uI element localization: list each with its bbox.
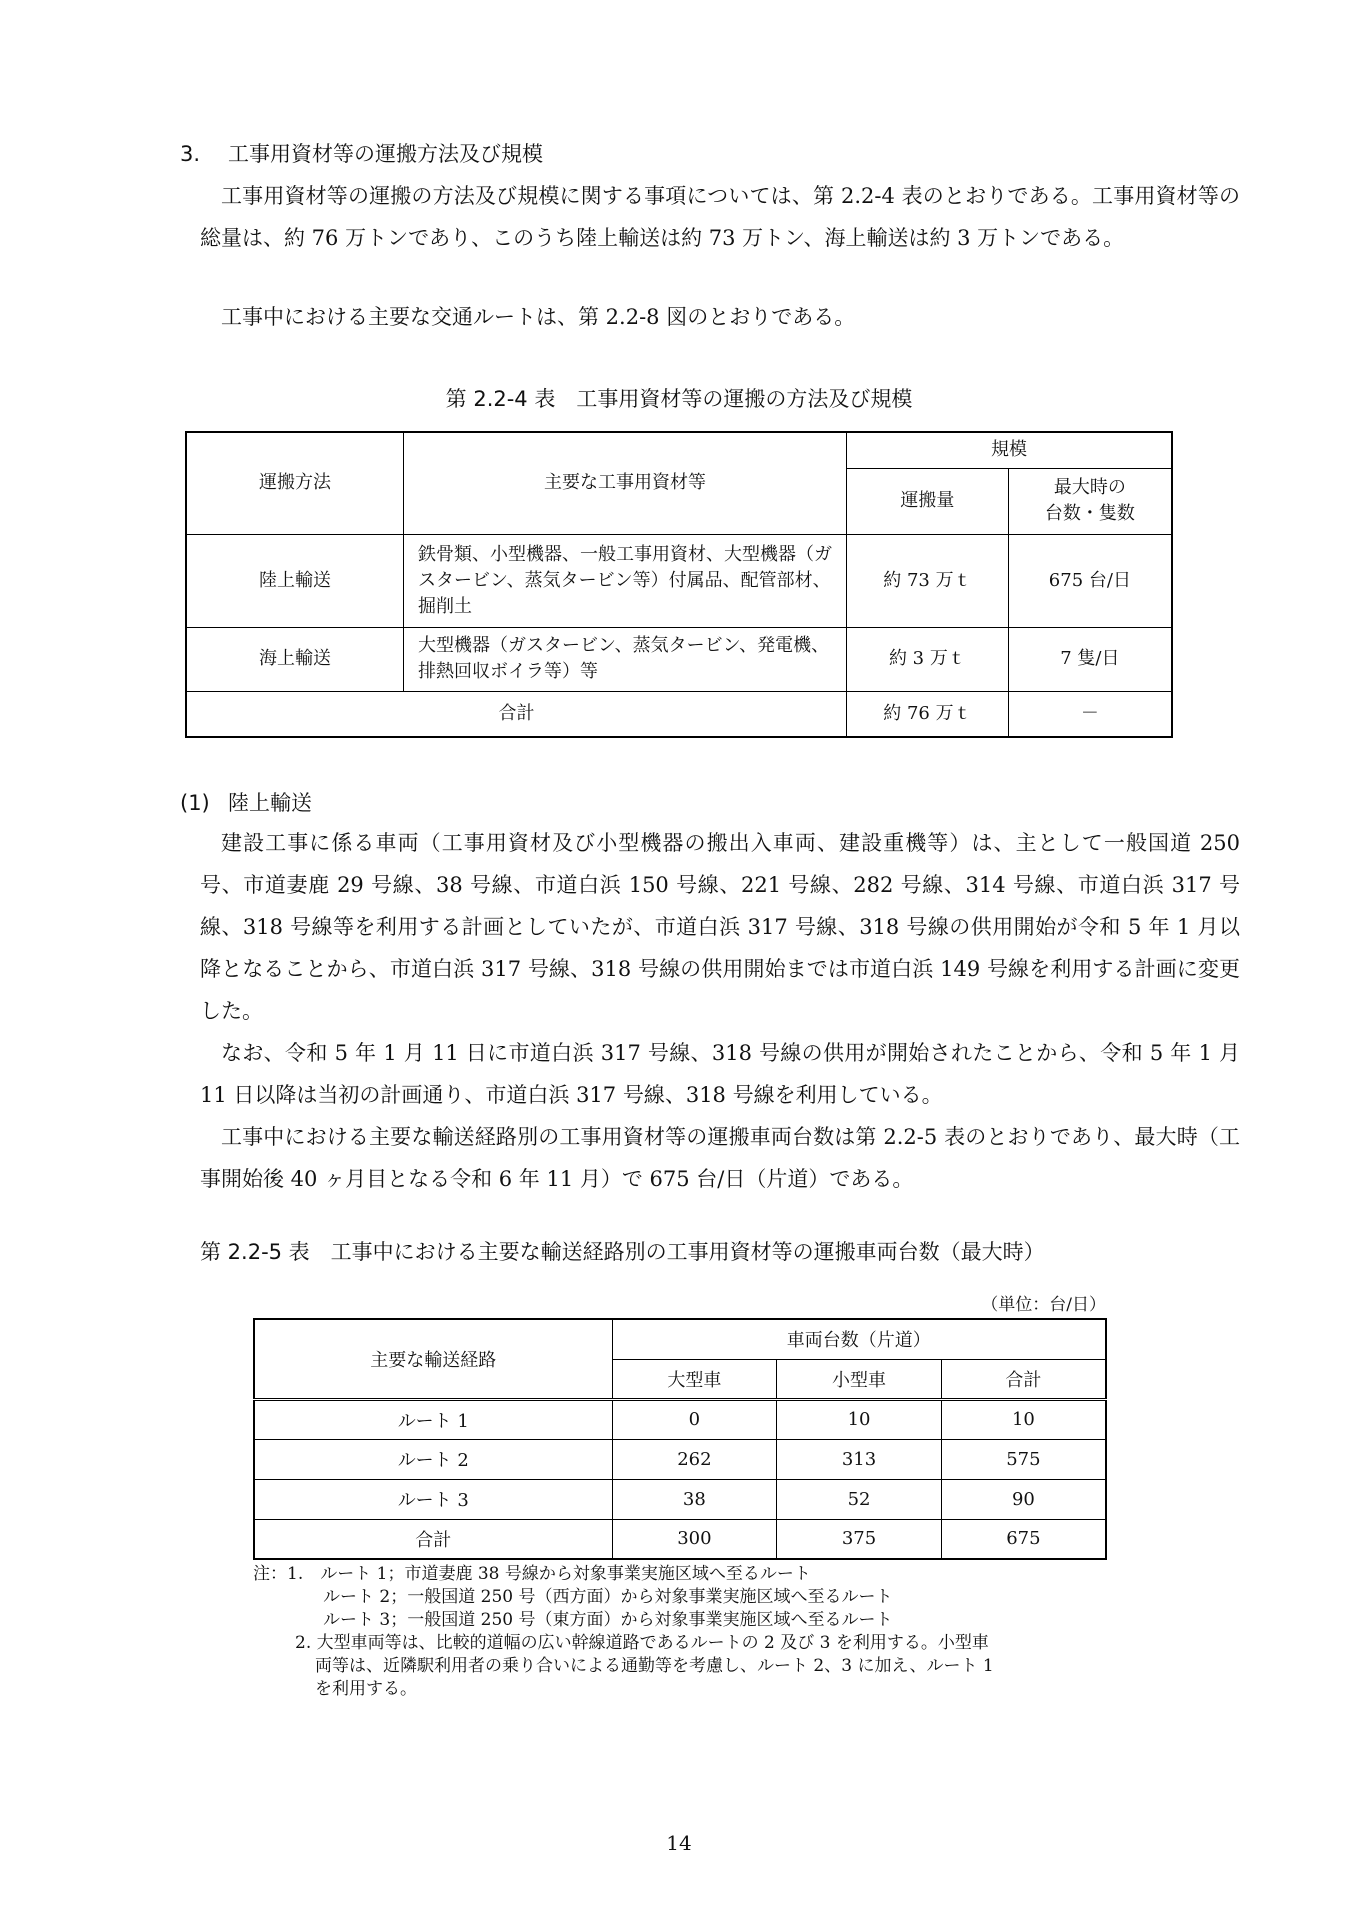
note-line: を利用する。 xyxy=(315,1679,417,1699)
table-caption: 第 2.2-5 表 工事中における主要な輸送経路別の工事用資材等の運搬車両台数（最大時） xyxy=(200,1240,1045,1264)
table-caption: 第 2.2-4 表 工事用資材等の運搬の方法及び規模 xyxy=(445,387,913,411)
header-small: 小型車 xyxy=(777,1359,942,1399)
cell-large: 262 xyxy=(612,1439,777,1479)
header-materials: 主要な工事用資材等 xyxy=(404,432,847,534)
note-line: 両等は、近隣駅利用者の乗り合いによる通勤等を考慮し、ルート 2、3 に加え、ルート 1 xyxy=(315,1656,994,1676)
cell-method: 陸上輸送 xyxy=(186,534,404,627)
page-number: 14 xyxy=(666,1831,692,1855)
header-volume: 運搬量 xyxy=(847,468,1009,534)
table-row xyxy=(186,534,1172,627)
paragraph: 工事用資材等の運搬の方法及び規模に関する事項については、第 2.2-4 表のとおりである。工事用資材等の総量は、約 76 万トンであり、このうち陸上輸送は約 73 万トン、海上輸送は約 3 万トンである。 xyxy=(200,184,1240,250)
cell-materials: 鉄骨類、小型機器、一般工事用資材、大型機器（ガスタービン、蒸気タービン等）付属品、配管部材、掘削土 xyxy=(404,534,847,627)
header-vehicle-count: 車両台数（片道） xyxy=(612,1319,1106,1359)
table-row xyxy=(254,1479,1106,1519)
table-notes xyxy=(253,1563,994,1701)
paragraph: 工事中における主要な交通ルートは、第 2.2-8 図のとおりである。 xyxy=(221,305,856,329)
section-number: (1) xyxy=(180,791,210,815)
cell-total: 575 xyxy=(941,1439,1106,1479)
section-number: 3. xyxy=(180,142,201,166)
cell-total-max: － xyxy=(1008,691,1172,737)
cell-total: 10 xyxy=(941,1399,1106,1439)
cell-total-route: 合計 xyxy=(254,1519,612,1559)
cell-method: 海上輸送 xyxy=(186,627,404,691)
table-row xyxy=(186,627,1172,691)
cell-small: 52 xyxy=(777,1479,942,1519)
header-route: 主要な輸送経路 xyxy=(254,1319,612,1399)
unit-label: （単位：台/日） xyxy=(981,1295,1106,1315)
header-max: 最大時の 台数・隻数 xyxy=(1008,468,1172,534)
cell-materials: 大型機器（ガスタービン、蒸気タービン、発電機、排熱回収ボイラ等）等 xyxy=(404,627,847,691)
cell-max: 7 隻/日 xyxy=(1008,627,1172,691)
cell-small: 10 xyxy=(777,1399,942,1439)
cell-route: ルート 3 xyxy=(254,1479,612,1519)
section-heading-3 xyxy=(180,138,543,168)
header-large: 大型車 xyxy=(612,1359,777,1399)
cell-route: ルート 1 xyxy=(254,1399,612,1439)
paragraph: なお、令和 5 年 1 月 11 日に市道白浜 317 号線、318 号線の供用が開始されたことから、令和 5 年 1 月 11 日以降は当初の計画通り、市道白浜 317 号線、318 号線を利用している。 xyxy=(200,1041,1240,1107)
note-line: 注：1. ルート 1；市道妻鹿 38 号線から対象事業実施区域へ至るルート xyxy=(253,1564,811,1584)
note-line: 2. 大型車両等は、比較的道幅の広い幹線道路であるルートの 2 及び 3 を利用する。小型車 xyxy=(295,1633,989,1653)
header-total: 合計 xyxy=(941,1359,1106,1399)
table-row xyxy=(254,1439,1106,1479)
cell-route: ルート 2 xyxy=(254,1439,612,1479)
cell-volume: 約 3 万ｔ xyxy=(847,627,1009,691)
vehicle-count-table xyxy=(253,1318,1107,1560)
section-title: 工事用資材等の運搬方法及び規模 xyxy=(228,142,543,166)
section-heading-land xyxy=(180,787,312,817)
section-title: 陸上輸送 xyxy=(228,791,312,815)
header-method: 運搬方法 xyxy=(186,432,404,534)
cell-small: 313 xyxy=(777,1439,942,1479)
paragraph: 建設工事に係る車両（工事用資材及び小型機器の搬出入車両、建設重機等）は、主として一般国道 250 号、市道妻鹿 29 号線、38 号線、市道白浜 150 号線、221 号線、282 号線、314 号線、市道白浜 317 号線、318 号線等を利用する計画としていたが、市道白浜 317 号線、318 号線の供用開始が令和 5 年 1 月以降となることから、市道白浜 317 号線、318 号線の供用開始までは市道白浜 149 号線を利用する計画に変更した。 xyxy=(200,831,1240,1023)
cell-large: 0 xyxy=(612,1399,777,1439)
table-total-row xyxy=(254,1519,1106,1559)
cell-total-small: 375 xyxy=(777,1519,942,1559)
cell-total-large: 300 xyxy=(612,1519,777,1559)
table-row xyxy=(254,1399,1106,1439)
cell-total-volume: 約 76 万ｔ xyxy=(847,691,1009,737)
table-total-row xyxy=(186,691,1172,737)
paragraph: 工事中における主要な輸送経路別の工事用資材等の運搬車両台数は第 2.2-5 表のとおりであり、最大時（工事開始後 40 ヶ月目となる令和 6 年 11 月）で 675 台/日（片道）である。 xyxy=(200,1125,1240,1191)
note-line: ルート 2；一般国道 250 号（西方面）から対象事業実施区域へ至るルート xyxy=(323,1587,893,1607)
note-line: ルート 3；一般国道 250 号（東方面）から対象事業実施区域へ至るルート xyxy=(323,1610,893,1630)
cell-volume: 約 73 万ｔ xyxy=(847,534,1009,627)
transport-method-table xyxy=(185,431,1173,738)
cell-max: 675 台/日 xyxy=(1008,534,1172,627)
cell-large: 38 xyxy=(612,1479,777,1519)
cell-total-total: 675 xyxy=(941,1519,1106,1559)
cell-total: 90 xyxy=(941,1479,1106,1519)
header-scale: 規模 xyxy=(847,432,1172,468)
cell-total-label: 合計 xyxy=(186,691,847,737)
